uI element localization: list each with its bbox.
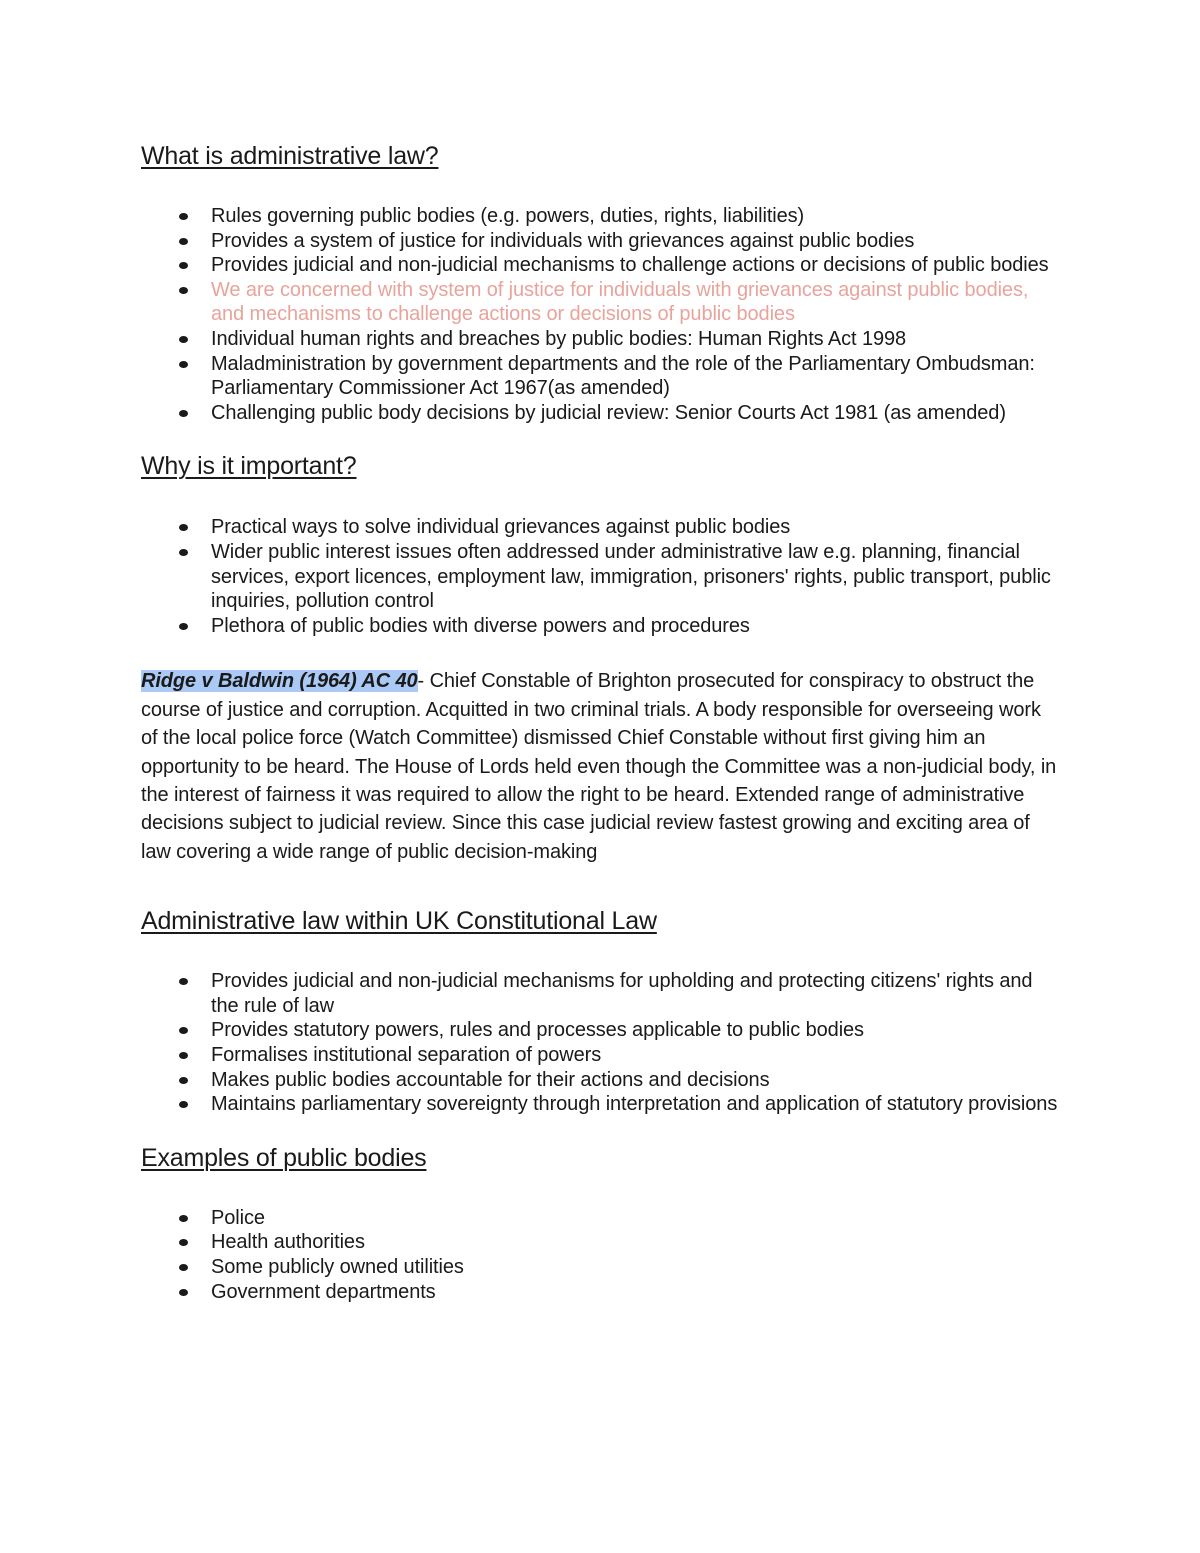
list-item: Rules governing public bodies (e.g. powers, duties, rights, liabilities)	[211, 204, 1061, 229]
list-item: Some publicly owned utilities	[211, 1255, 1061, 1280]
bullet-icon	[179, 262, 188, 269]
bullet-icon	[179, 213, 188, 220]
bullet-icon	[179, 361, 188, 368]
bullet-icon	[179, 549, 188, 556]
list-item: Provides statutory powers, rules and processes applicable to public bodies	[211, 1018, 1061, 1043]
list-what-is-administrative-law	[141, 204, 1061, 425]
bullet-icon	[179, 287, 188, 294]
bullet-icon	[179, 1101, 188, 1108]
bullet-icon	[179, 410, 188, 417]
document-content	[141, 138, 1061, 1304]
case-citation: Ridge v Baldwin (1964) AC 40	[141, 670, 418, 693]
bullet-icon	[179, 978, 188, 985]
bullet-icon	[179, 238, 188, 245]
list-item: Wider public interest issues often addressed under administrative law e.g. planning, financial services, export licences, employment law, immigration, prisoners' rights, public transport, public inquiries, pollution control	[211, 540, 1061, 614]
list-item: Government departments	[211, 1280, 1061, 1305]
heading-what-is-administrative-law: What is administrative law?	[141, 142, 439, 170]
heading-why-is-it-important: Why is it important?	[141, 452, 357, 481]
list-item: Makes public bodies accountable for their actions and decisions	[211, 1068, 1061, 1093]
bullet-icon	[179, 1289, 188, 1296]
bullet-icon	[179, 1077, 188, 1084]
heading-examples-of-public-bodies: Examples of public bodies	[141, 1143, 427, 1172]
bullet-icon	[179, 623, 188, 630]
case-summary: - Chief Constable of Brighton prosecuted for conspiracy to obstruct the course of justice and corruption. Acquitted in two criminal trials. A body responsible for overseeing work of the local police force (Watch Committee) dismissed Chief Constable without first giving him an opportunity to be heard. The House of Lords held even though the Committee was a non-judicial body, in the interest of fairness it was required to allow the right to be heard. Extended range of administrative decisions subject to judicial review. Since this case judicial review fastest growing and exciting area of law covering a wide range of public decision-making	[141, 670, 1057, 863]
list-item: Formalises institutional separation of powers	[211, 1043, 1061, 1068]
bullet-icon	[179, 1215, 188, 1222]
list-item: Plethora of public bodies with diverse powers and procedures	[211, 614, 1061, 639]
bullet-icon	[179, 524, 188, 531]
list-item: Provides a system of justice for individuals with grievances against public bodies	[211, 229, 1061, 254]
bullet-icon	[179, 1239, 188, 1246]
list-item: Challenging public body decisions by judicial review: Senior Courts Act 1981 (as amended)	[211, 401, 1061, 426]
list-item: Practical ways to solve individual grievances against public bodies	[211, 515, 1061, 540]
list-item-faded: We are concerned with system of justice for individuals with grievances against public bodies, and mechanisms to challenge actions or decisions of public bodies	[211, 278, 1061, 327]
list-item: Health authorities	[211, 1230, 1061, 1255]
list-examples-of-public-bodies	[141, 1206, 1061, 1304]
list-uk-constitutional-law	[141, 969, 1061, 1117]
list-why-is-it-important	[141, 515, 1061, 638]
case-paragraph	[141, 667, 1061, 866]
list-item: Individual human rights and breaches by public bodies: Human Rights Act 1998	[211, 327, 1061, 352]
list-item: Maintains parliamentary sovereignty through interpretation and application of statutory provisions	[211, 1092, 1061, 1117]
list-item: Maladministration by government departments and the role of the Parliamentary Ombudsman: Parliamentary Commissioner Act 1967(as amended)	[211, 352, 1061, 401]
bullet-icon	[179, 336, 188, 343]
list-item: Provides judicial and non-judicial mechanisms to challenge actions or decisions of public bodies	[211, 253, 1061, 278]
bullet-icon	[179, 1264, 188, 1271]
bullet-icon	[179, 1027, 188, 1034]
list-item: Provides judicial and non-judicial mechanisms for upholding and protecting citizens' rights and the rule of law	[211, 969, 1061, 1018]
bullet-icon	[179, 1052, 188, 1059]
list-item: Police	[211, 1206, 1061, 1231]
heading-administrative-law-uk-constitutional: Administrative law within UK Constitutional Law	[141, 907, 657, 936]
